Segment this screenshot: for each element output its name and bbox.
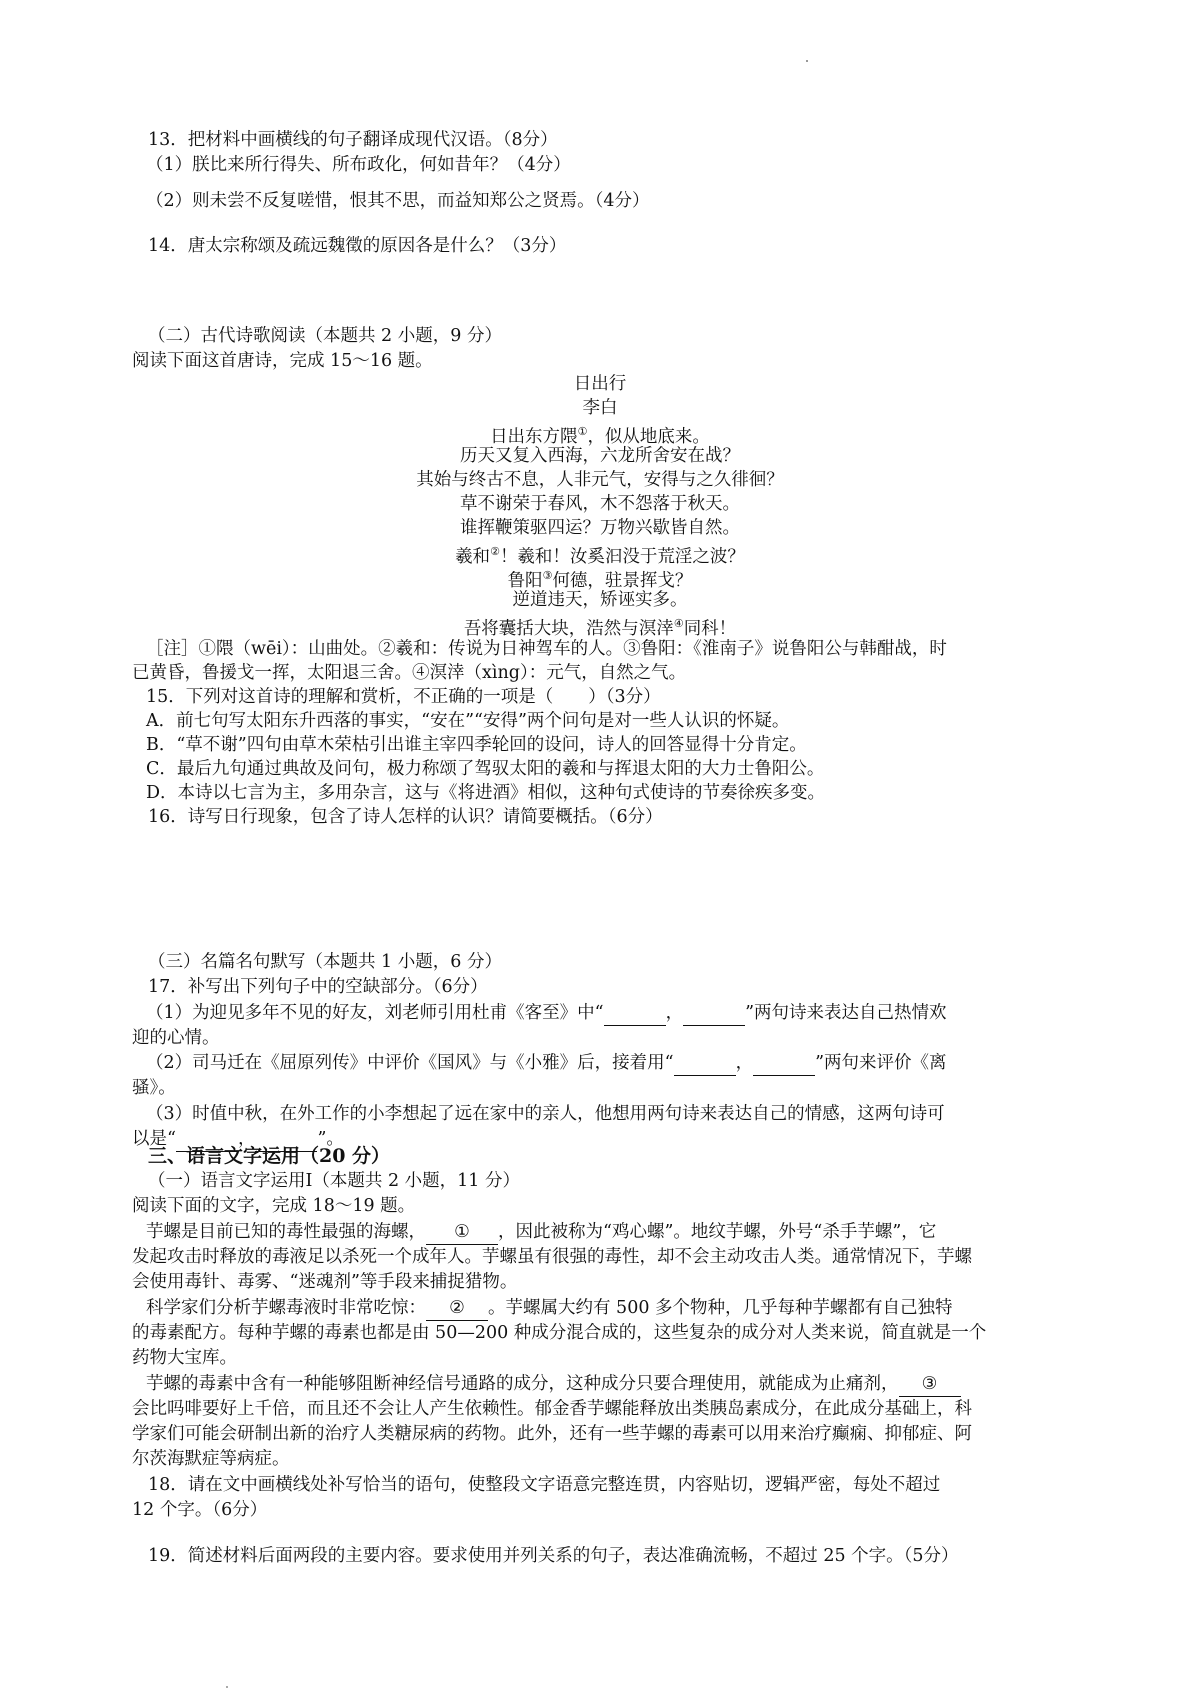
q17-comma: ， bbox=[665, 1003, 684, 1023]
poem-line: 鲁阳③何德，驻景挥戈？ bbox=[507, 569, 693, 591]
passage-line: 药物大宝库。 bbox=[132, 1348, 237, 1368]
passage-blank-3[interactable]: ③ bbox=[899, 1372, 961, 1397]
q13-title: 13．把材料中画横线的句子翻译成现代汉语。（8分） bbox=[148, 130, 558, 150]
poem-note-line1: ［注］①隈（wēi）：山曲处。②羲和：传说为日神驾车的人。③鲁阳：《淮南子》说鲁阳公与韩酣战，时 bbox=[146, 639, 947, 659]
passage-line: 发起攻击时释放的毒液足以杀死一个成年人。芋螺虽有很强的毒性，却不会主动攻击人类。通常情况下，芋螺 bbox=[132, 1247, 972, 1267]
q17-part3-text-c: ”。 bbox=[317, 1129, 344, 1149]
passage-line: 的毒素配方。每种芋螺的毒素也都是由 50—200 种成分混合成的，这些复杂的成分对人类来说，简直就是一个 bbox=[132, 1323, 987, 1343]
passage-text: 芋螺是目前已知的毒性最强的海螺， bbox=[146, 1222, 426, 1242]
scan-speck bbox=[226, 1686, 228, 1688]
q13-part2: （2）则未尝不反复嗟惜，恨其不思，而益知郑公之贤焉。（4分） bbox=[146, 191, 650, 211]
poem-line: 日出东方隈①，似从地底来。 bbox=[490, 425, 710, 447]
passage-text: 芋螺的毒素中含有一种能够阻断神经信号通路的成分，这种成分只要合理使用，就能成为止痛剂， bbox=[146, 1374, 899, 1394]
poem-title: 日出行 bbox=[573, 374, 627, 394]
answer-blank[interactable] bbox=[683, 1001, 745, 1026]
section2-intro: 阅读下面这首唐诗，完成 15～16 题。 bbox=[132, 351, 433, 371]
q19-title: 19．简述材料后面两段的主要内容。要求使用并列关系的句子，表达准确流畅，不超过 25 个字。（5分） bbox=[148, 1546, 959, 1566]
q17-part2 bbox=[146, 1051, 947, 1076]
passage-line: 学家们可能会研制出新的治疗人类糖尿病的药物。此外，还有一些芋螺的毒素可以用来治疗癫痫、抑郁症、阿 bbox=[132, 1424, 972, 1444]
q17-part3-text-b: 以是“ bbox=[132, 1129, 176, 1149]
passage-line: 会比吗啡要好上千倍，而且还不会让人产生依赖性。郁金香芋螺能释放出类胰岛素成分，在此成分基础上，科 bbox=[132, 1399, 972, 1419]
q17-part3: （3）时值中秋，在外工作的小李想起了远在家中的亲人，他想用两句诗来表达自己的情感，这两句诗可 bbox=[146, 1104, 945, 1124]
q17-part1 bbox=[146, 1001, 947, 1026]
q15-option-a: A．前七句写太阳东升西落的事实，“安在”“安得”两个问句是对一些人认识的怀疑。 bbox=[146, 711, 790, 731]
poem-line: 吾将囊括大块，浩然与溟涬④同科！ bbox=[463, 617, 737, 639]
passage-blank-1[interactable]: ① bbox=[426, 1220, 498, 1245]
poem-note-line2: 已黄昏，鲁援戈一挥，太阳退三舍。④溟涬（xìng）：元气，自然之气。 bbox=[132, 663, 687, 683]
poem-line: 历天又复入西海，六龙所舍安在战？ bbox=[460, 446, 740, 466]
q17-part1-text-b: ”两句诗来表达自己热情欢 bbox=[745, 1003, 947, 1023]
passage-line bbox=[146, 1372, 961, 1397]
part3-heading: 三、语言文字运用（20 分） bbox=[148, 1145, 391, 1167]
passage-line: 会使用毒针、毒雾、“迷魂剂”等手段来捕捉猎物。 bbox=[132, 1272, 518, 1292]
q17-part2-text-a: （2）司马迁在《屈原列传》中评价《国风》与《小雅》后，接着用“ bbox=[146, 1053, 674, 1073]
q15-option-b: B．“草不谢”四句由草木荣枯引出谁主宰四季轮回的设问，诗人的回答显得十分肯定。 bbox=[146, 735, 807, 755]
q17-part2-text-b: ”两句来评价《离 bbox=[815, 1053, 947, 1073]
passage-text: 科学家们分析芋螺毒液时非常吃惊： bbox=[146, 1298, 426, 1318]
q14-title: 14．唐太宗称颂及疏远魏徵的原因各是什么？（3分） bbox=[148, 236, 567, 256]
poem-line: 谁挥鞭策驱四运？万物兴歇皆自然。 bbox=[460, 518, 740, 538]
scan-speck bbox=[806, 60, 808, 62]
q17-title: 17．补写出下列句子中的空缺部分。（6分） bbox=[148, 977, 488, 997]
poem-line: 羲和②！羲和！汝奚汩没于荒淫之波？ bbox=[455, 545, 745, 567]
passage-blank-2[interactable]: ② bbox=[426, 1296, 488, 1321]
q18-title-cont: 12 个字。（6分） bbox=[132, 1500, 268, 1520]
poem-author: 李白 bbox=[582, 398, 618, 418]
q16-title: 16．诗写日行现象，包含了诗人怎样的认识？请简要概括。（6分） bbox=[148, 807, 663, 827]
passage-line bbox=[146, 1296, 953, 1321]
q15-option-c: C．最后九句通过典故及问句，极力称颂了驾驭太阳的羲和与挥退太阳的大力士鲁阳公。 bbox=[146, 759, 825, 779]
q15-title: 15．下列对这首诗的理解和赏析，不正确的一项是（ ）（3分） bbox=[146, 687, 661, 707]
q17-part1-text-a: （1）为迎见多年不见的好友，刘老师引用杜甫《客至》中“ bbox=[146, 1003, 604, 1023]
q17-comma: ， bbox=[237, 1129, 256, 1149]
part3-intro: 阅读下面的文字，完成 18～19 题。 bbox=[132, 1196, 416, 1216]
section3-heading: （三）名篇名句默写（本题共 1 小题，6 分） bbox=[148, 952, 502, 972]
passage-text: 。芋螺属大约有 500 多个物种，几乎每种芋螺都有自己独特 bbox=[488, 1298, 953, 1318]
answer-blank[interactable] bbox=[604, 1001, 666, 1026]
q17-part1-cont: 迎的心情。 bbox=[132, 1028, 220, 1048]
q15-option-d: D．本诗以七言为主，多用杂言，这与《将进酒》相似，这种句式使诗的节奏徐疾多变。 bbox=[146, 783, 826, 803]
poem-line: 逆道违天，矫诬实多。 bbox=[512, 590, 688, 610]
poem-line: 其始与终古不息，人非元气，安得与之久徘徊？ bbox=[416, 470, 784, 490]
section2-heading: （二）古代诗歌阅读（本题共 2 小题，9 分） bbox=[148, 326, 502, 346]
answer-blank[interactable] bbox=[674, 1051, 736, 1076]
q13-part1: （1）朕比来所行得失、所布政化，何如昔年？（4分） bbox=[146, 155, 571, 175]
poem-line: 草不谢荣于春风，木不怨落于秋天。 bbox=[460, 494, 740, 514]
q18-title: 18．请在文中画横线处补写恰当的语句，使整段文字语意完整连贯，内容贴切，逻辑严密，每处不超过 bbox=[148, 1475, 941, 1495]
q17-comma: ， bbox=[735, 1053, 754, 1073]
q17-part2-cont: 骚》。 bbox=[132, 1078, 176, 1098]
passage-line: 尔茨海默症等病症。 bbox=[132, 1449, 290, 1469]
answer-blank[interactable] bbox=[753, 1051, 815, 1076]
passage-line bbox=[146, 1220, 936, 1245]
part3-sub1: （一）语言文字运用Ⅰ（本题共 2 小题，11 分） bbox=[148, 1171, 521, 1191]
passage-text: ，因此被称为“鸡心螺”。地纹芋螺，外号“杀手芋螺”，它 bbox=[498, 1222, 937, 1242]
